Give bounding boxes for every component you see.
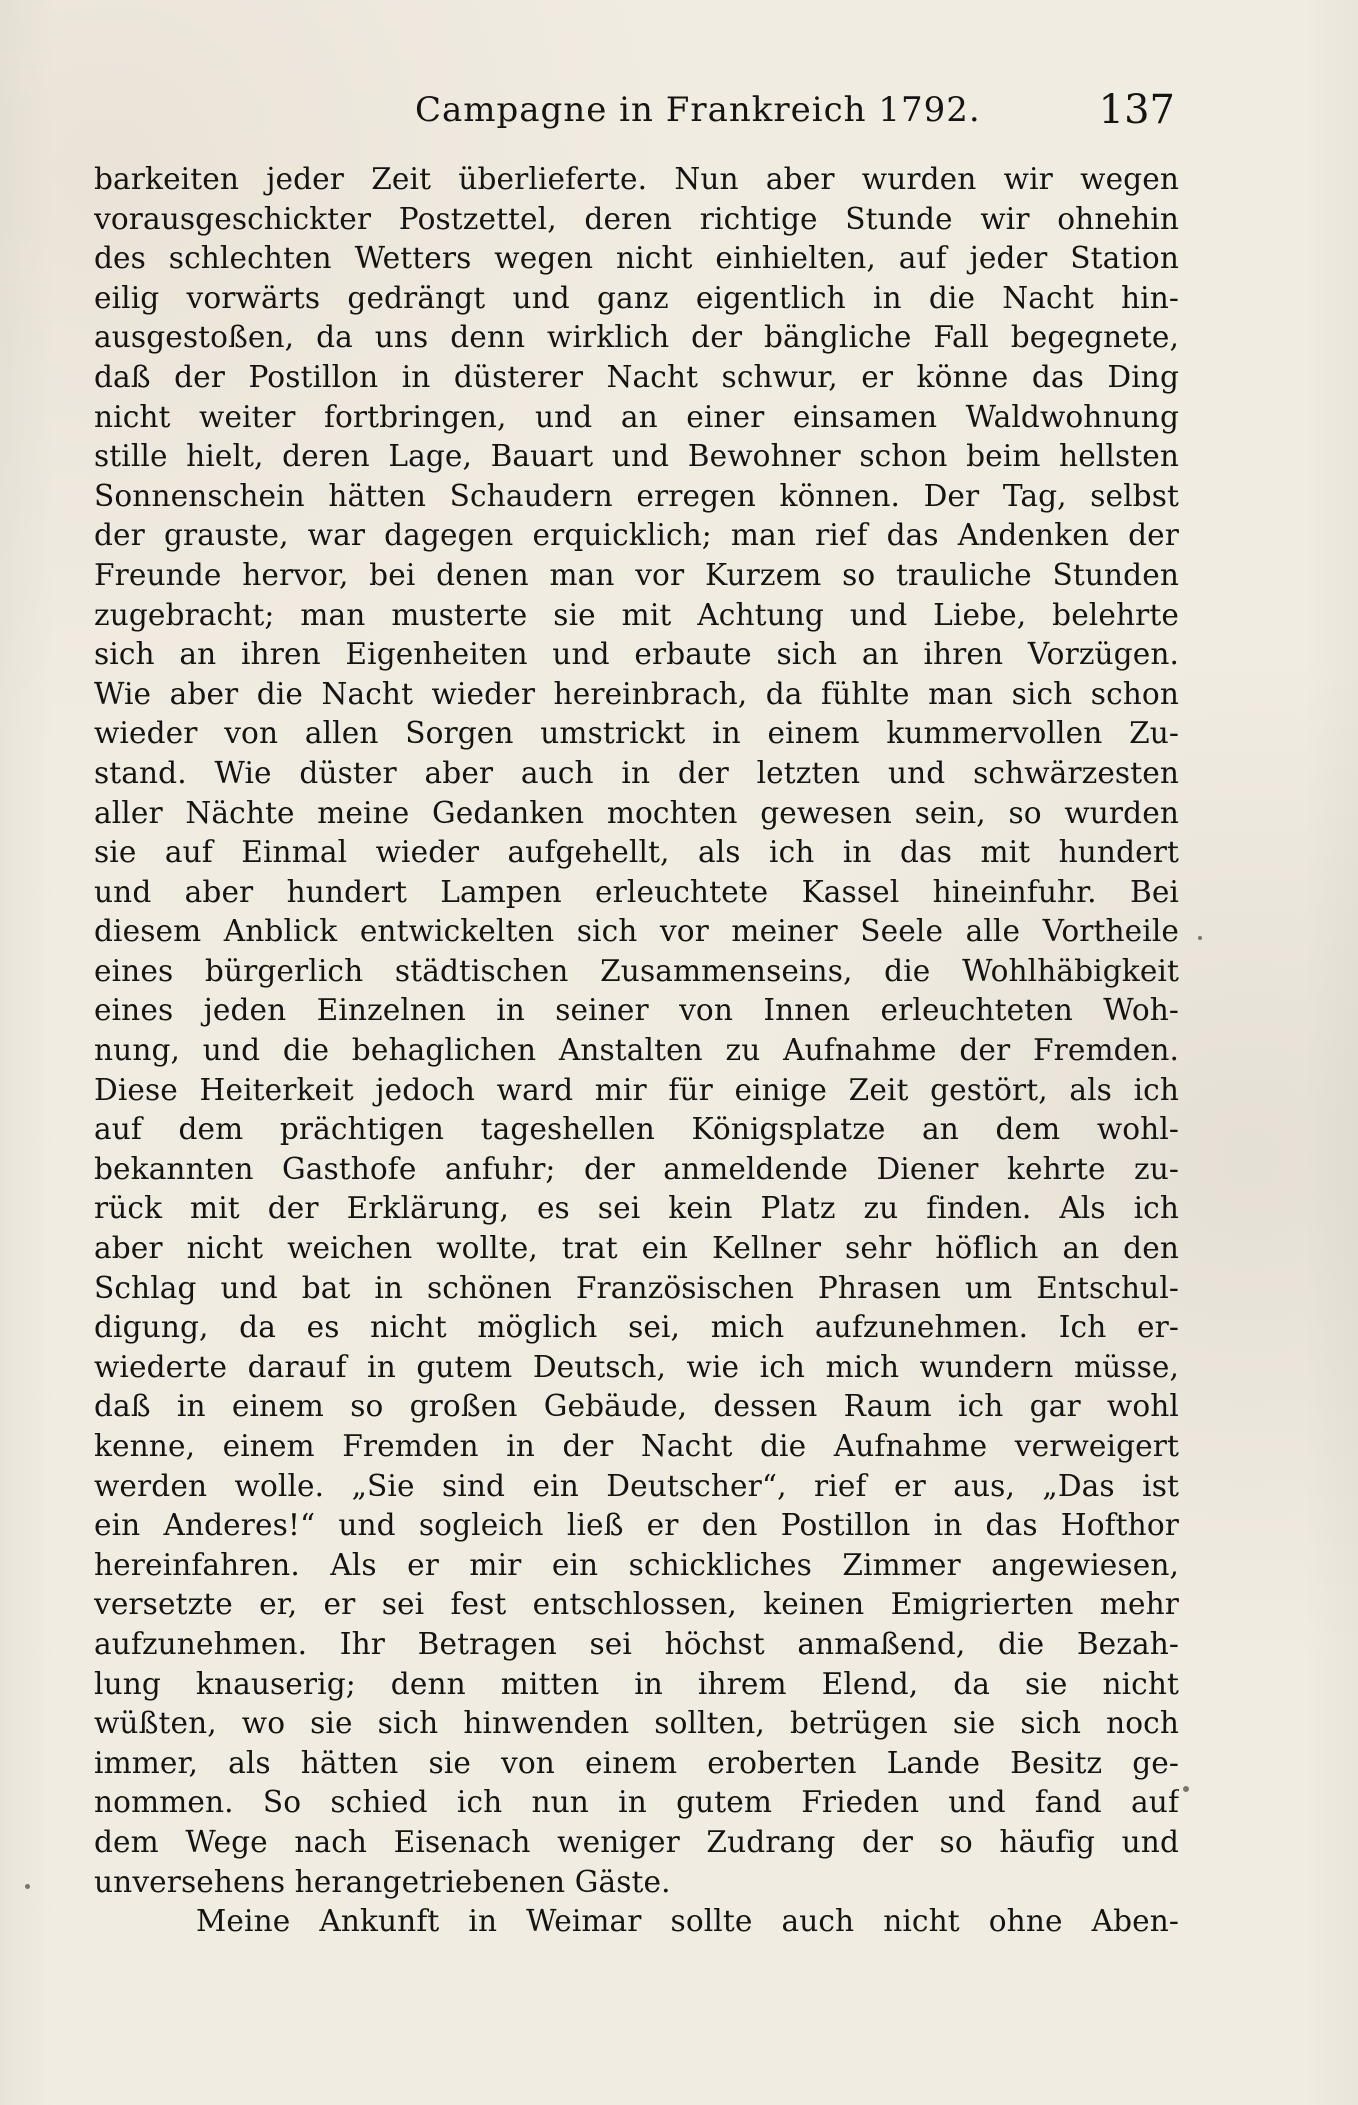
text-line: hereinfahren. Als er mir ein schickliches Zimmer angewiesen,	[94, 1547, 1179, 1582]
text-line: eines jeden Einzelnen in seiner von Innen erleuchteten Woh-	[94, 993, 1179, 1028]
text-line: dem Wege nach Eisenach weniger Zudrang der so häufig und	[94, 1824, 1179, 1859]
text-line: bekannten Gasthofe anfuhr; der anmeldende Diener kehrte zu-	[94, 1151, 1179, 1186]
text-line: sich an ihren Eigenheiten und erbaute sich an ihren Vorzügen.	[94, 637, 1179, 672]
text-line: zugebracht; man musterte sie mit Achtung und Liebe, belehrte	[94, 597, 1179, 632]
text-line: Wie aber die Nacht wieder hereinbrach, da fühlte man sich schon	[94, 676, 1179, 711]
text-line: barkeiten jeder Zeit überlieferte. Nun aber wurden wir wegen	[94, 162, 1179, 196]
text-line: rück mit der Erklärung, es sei kein Platz zu finden. Als ich	[94, 1191, 1179, 1226]
text-line: daß in einem so großen Gebäude, dessen Raum ich gar wohl	[94, 1389, 1179, 1424]
paper-speck	[25, 1884, 30, 1889]
text-line: Diese Heiterkeit jedoch ward mir für einige Zeit gestört, als ich	[94, 1072, 1179, 1107]
text-line: eilig vorwärts gedrängt und ganz eigentlich in die Nacht hin-	[94, 280, 1179, 315]
text-line: aller Nächte meine Gedanken mochten gewesen sein, so wurden	[94, 795, 1179, 830]
paper-speck	[1198, 936, 1202, 940]
page-number: 137	[1098, 87, 1175, 133]
text-line: der grauste, war dagegen erquicklich; man rief das Andenken der	[94, 518, 1179, 553]
text-line: digung, da es nicht möglich sei, mich aufzunehmen. Ich er-	[94, 1310, 1179, 1345]
text-line: sie auf Einmal wieder aufgehellt, als ich in das mit hundert	[94, 835, 1179, 870]
text-line: eines bürgerlich städtischen Zusammenseins, die Wohlhäbigkeit	[94, 953, 1179, 988]
text-line: werden wolle. „Sie sind ein Deutscher“, rief er aus, „Das ist	[94, 1468, 1179, 1503]
text-line: aber nicht weichen wollte, trat ein Kellner sehr höflich an den	[94, 1231, 1179, 1266]
text-line: Schlag und bat in schönen Französischen Phrasen um Entschul-	[94, 1270, 1179, 1305]
text-line: vorausgeschickter Postzettel, deren richtige Stunde wir ohnehin	[94, 201, 1179, 236]
text-line: und aber hundert Lampen erleuchtete Kassel hineinfuhr. Bei	[94, 874, 1179, 909]
text-line: unversehens herangetriebenen Gäste.	[94, 1864, 671, 1899]
text-line: nicht weiter fortbringen, und an einer einsamen Waldwohnung	[94, 399, 1179, 434]
text-line: lung knauserig; denn mitten in ihrem Elend, da sie nicht	[94, 1666, 1179, 1701]
text-line: stille hielt, deren Lage, Bauart und Bewohner schon beim hellsten	[94, 439, 1179, 474]
running-head: Campagne in Frankreich 1792.	[415, 90, 981, 130]
text-line: nommen. So schied ich nun in gutem Frieden und fand auf	[94, 1785, 1179, 1820]
text-line: Meine Ankunft in Weimar sollte auch nicht ohne Aben-	[196, 1904, 1179, 1939]
page-header	[95, 84, 1175, 136]
text-line: stand. Wie düster aber auch in der letzten und schwärzesten	[94, 755, 1179, 790]
paper-speck	[1183, 1786, 1189, 1792]
text-line: auf dem prächtigen tageshellen Königsplatze an dem wohl-	[94, 1112, 1179, 1147]
text-line: Freunde hervor, bei denen man vor Kurzem so trauliche Stunden	[94, 557, 1179, 592]
text-line: daß der Postillon in düsterer Nacht schwur, er könne das Ding	[94, 359, 1179, 394]
body-text	[94, 160, 1179, 1942]
text-line: wieder von allen Sorgen umstrickt in einem kummervollen Zu-	[94, 716, 1179, 751]
text-line: des schlechten Wetters wegen nicht einhielten, auf jeder Station	[94, 241, 1179, 276]
text-line: versetzte er, er sei fest entschlossen, keinen Emigrierten mehr	[94, 1587, 1179, 1622]
text-line: Sonnenschein hätten Schaudern erregen können. Der Tag, selbst	[94, 478, 1179, 513]
text-line: wiederte darauf in gutem Deutsch, wie ich mich wundern müsse,	[94, 1349, 1179, 1384]
text-line: wüßten, wo sie sich hinwenden sollten, betrügen sie sich noch	[94, 1706, 1179, 1741]
text-line: kenne, einem Fremden in der Nacht die Aufnahme verweigert	[94, 1429, 1179, 1463]
text-line: nung, und die behaglichen Anstalten zu Aufnahme der Fremden.	[94, 1033, 1179, 1068]
text-line: ein Anderes!“ und sogleich ließ er den Postillon in das Hofthor	[94, 1508, 1179, 1543]
text-line: ausgestoßen, da uns denn wirklich der bängliche Fall begegnete,	[94, 320, 1179, 355]
text-line: immer, als hätten sie von einem eroberten Lande Besitz ge-	[94, 1745, 1179, 1780]
text-line: diesem Anblick entwickelten sich vor meiner Seele alle Vortheile	[94, 914, 1179, 949]
text-line: aufzunehmen. Ihr Betragen sei höchst anmaßend, die Bezah-	[94, 1626, 1179, 1661]
